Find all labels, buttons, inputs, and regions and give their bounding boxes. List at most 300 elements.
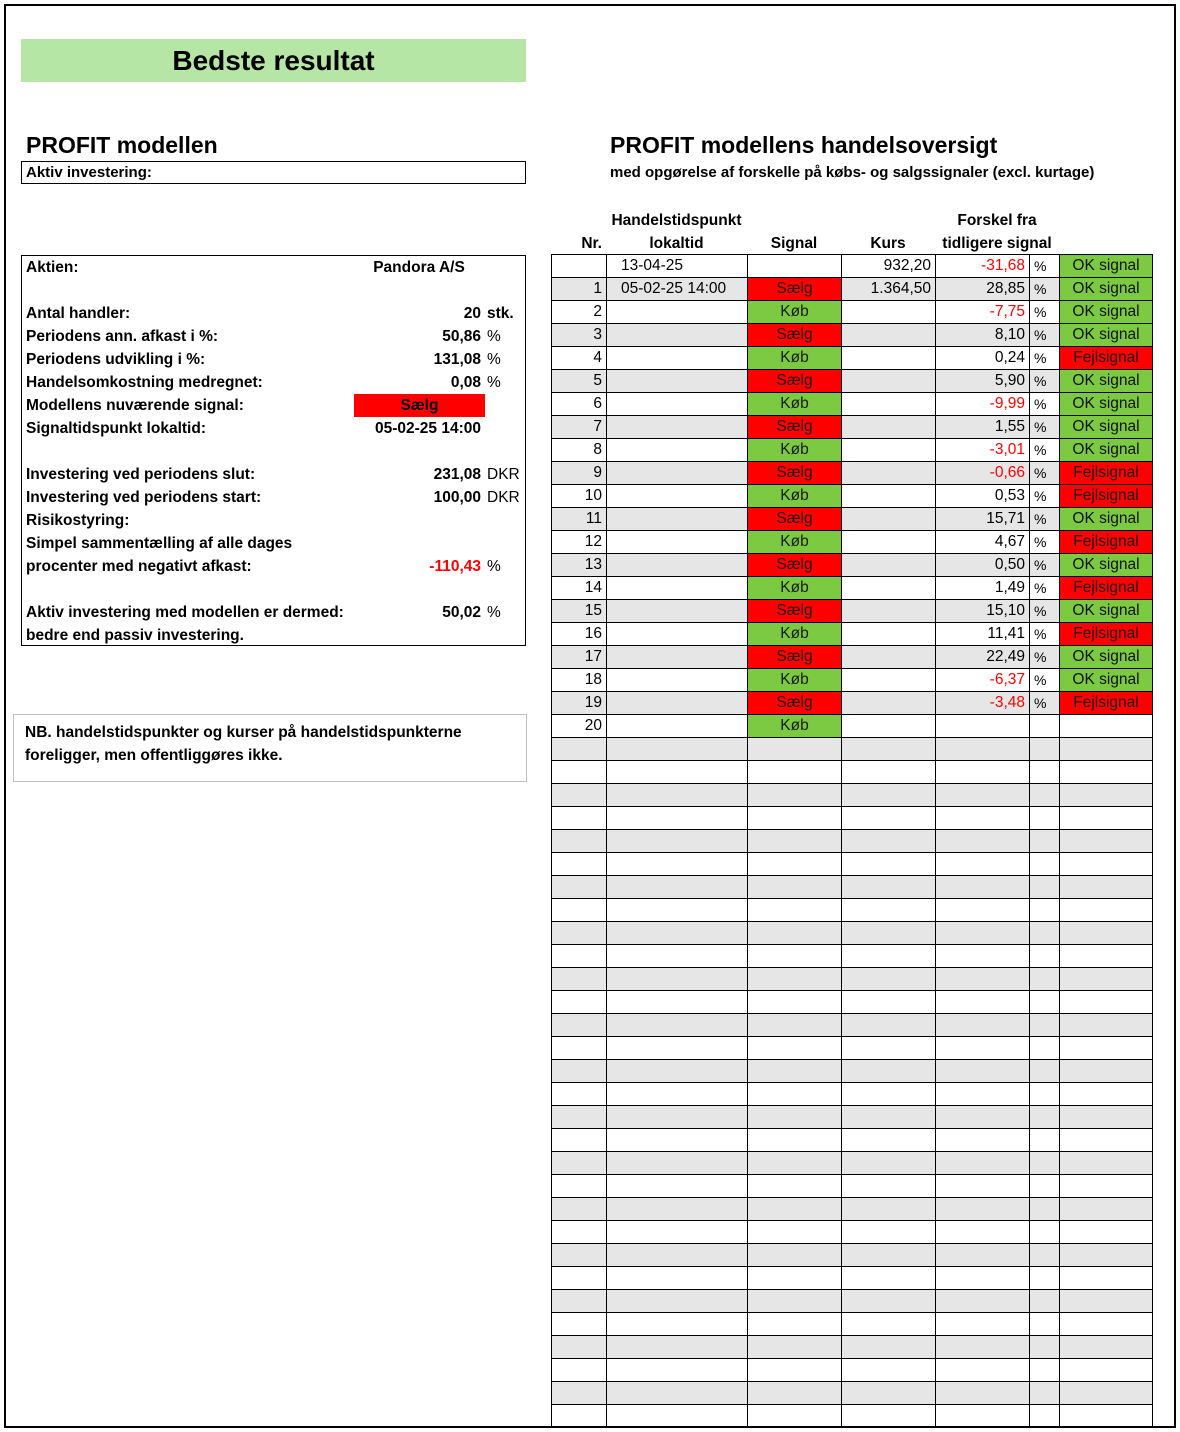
trade-pct <box>1030 1382 1060 1405</box>
trade-diff <box>936 1014 1030 1037</box>
empty-row <box>552 1221 1153 1244</box>
trade-pct: % <box>1030 692 1060 715</box>
trade-time <box>607 1106 748 1129</box>
trade-time <box>607 715 748 738</box>
trade-pct <box>1030 807 1060 830</box>
ann-return-label: Periodens ann. afkast i %: <box>26 328 219 345</box>
trade-diff <box>936 1083 1030 1106</box>
trade-nr: 18 <box>552 669 607 692</box>
trade-time <box>607 945 748 968</box>
trade-diff <box>936 807 1030 830</box>
trade-kurs <box>842 1106 936 1129</box>
trade-pct <box>1030 1083 1060 1106</box>
trade-time <box>607 600 748 623</box>
empty-row <box>552 807 1153 830</box>
summary-box <box>21 255 526 646</box>
trade-signal <box>748 1267 842 1290</box>
trade-signal <box>748 830 842 853</box>
empty-row <box>552 922 1153 945</box>
trade-time <box>607 761 748 784</box>
trade-result: OK signal <box>1060 393 1153 416</box>
empty-row <box>552 1267 1153 1290</box>
trade-nr <box>552 1267 607 1290</box>
trade-nr <box>552 1175 607 1198</box>
trade-pct: % <box>1030 439 1060 462</box>
empty-row <box>552 1382 1153 1405</box>
trade-signal <box>748 853 842 876</box>
trade-pct <box>1030 1152 1060 1175</box>
trade-result <box>1060 876 1153 899</box>
current-signal-label: Modellens nuværende signal: <box>26 397 244 414</box>
trade-kurs <box>842 669 936 692</box>
trade-result: OK signal <box>1060 439 1153 462</box>
trade-diff <box>936 945 1030 968</box>
banner-title: Bedste resultat <box>21 39 526 82</box>
risk-unit: % <box>487 558 501 575</box>
trade-kurs <box>842 370 936 393</box>
empty-row <box>552 1014 1153 1037</box>
trade-kurs <box>842 738 936 761</box>
trade-nr <box>552 1405 607 1428</box>
trade-time <box>607 577 748 600</box>
end-value: 231,08 <box>433 466 481 483</box>
trade-signal: Køb <box>748 301 842 324</box>
trade-signal: Køb <box>748 715 842 738</box>
trade-kurs <box>842 807 936 830</box>
trade-pct <box>1030 738 1060 761</box>
trade-signal <box>748 1060 842 1083</box>
risk-line1-row <box>22 532 527 555</box>
empty-row <box>552 1037 1153 1060</box>
trade-row <box>552 416 1153 439</box>
trade-time <box>607 692 748 715</box>
trade-signal: Sælg <box>748 462 842 485</box>
trade-signal: Sælg <box>748 278 842 301</box>
trade-kurs <box>842 1244 936 1267</box>
trade-kurs <box>842 1313 936 1336</box>
trade-diff <box>936 1106 1030 1129</box>
trade-nr <box>552 1382 607 1405</box>
trade-time <box>607 370 748 393</box>
trade-pct: % <box>1030 531 1060 554</box>
trade-signal <box>748 968 842 991</box>
trade-time: 13-04-25 <box>607 255 748 278</box>
trade-signal: Sælg <box>748 416 842 439</box>
trade-signal <box>748 1336 842 1359</box>
signal-time-label: Signaltidspunkt lokaltid: <box>26 420 206 437</box>
trade-diff: 0,24 <box>936 347 1030 370</box>
empty-row <box>552 738 1153 761</box>
trade-time <box>607 1382 748 1405</box>
trade-signal <box>748 922 842 945</box>
trade-pct <box>1030 1060 1060 1083</box>
trade-result: OK signal <box>1060 278 1153 301</box>
trade-nr <box>552 968 607 991</box>
trade-kurs <box>842 485 936 508</box>
trade-time <box>607 485 748 508</box>
risk-line2-row <box>22 555 527 578</box>
trade-diff <box>936 715 1030 738</box>
trade-diff <box>936 1175 1030 1198</box>
empty-row <box>552 1152 1153 1175</box>
trade-time <box>607 991 748 1014</box>
trade-result: Fejlsignal <box>1060 623 1153 646</box>
trade-signal <box>748 1129 842 1152</box>
trade-nr <box>552 1037 607 1060</box>
trade-pct: % <box>1030 255 1060 278</box>
trade-kurs <box>842 646 936 669</box>
trade-kurs <box>842 531 936 554</box>
trade-signal: Køb <box>748 393 842 416</box>
trades-row <box>22 302 527 325</box>
trade-diff: 0,50 <box>936 554 1030 577</box>
trade-nr: 20 <box>552 715 607 738</box>
trade-diff: 28,85 <box>936 278 1030 301</box>
trade-diff <box>936 1037 1030 1060</box>
empty-row <box>552 1083 1153 1106</box>
conclusion-row <box>22 601 527 624</box>
empty-row <box>552 968 1153 991</box>
trade-nr: 8 <box>552 439 607 462</box>
trade-time <box>607 439 748 462</box>
empty-row <box>552 1106 1153 1129</box>
trade-time <box>607 1313 748 1336</box>
trade-diff <box>936 1405 1030 1428</box>
trade-nr <box>552 853 607 876</box>
trade-time <box>607 462 748 485</box>
trade-time <box>607 853 748 876</box>
header-kurs: Kurs <box>870 235 906 252</box>
header-signal: Signal <box>770 235 818 252</box>
trade-pct: % <box>1030 462 1060 485</box>
trade-nr: 15 <box>552 600 607 623</box>
cost-value: 0,08 <box>450 374 481 391</box>
trade-diff: -9,99 <box>936 393 1030 416</box>
trade-signal <box>748 1221 842 1244</box>
trade-kurs <box>842 945 936 968</box>
trade-signal: Sælg <box>748 324 842 347</box>
trade-diff: 0,53 <box>936 485 1030 508</box>
trade-time <box>607 922 748 945</box>
trade-pct <box>1030 1290 1060 1313</box>
trade-nr: 17 <box>552 646 607 669</box>
trade-time <box>607 899 748 922</box>
right-subtitle: med opgørelse af forskelle på købs- og salgssignaler (excl. kurtage) <box>610 164 1095 181</box>
trade-nr <box>552 1106 607 1129</box>
header-nr: Nr. <box>581 235 602 252</box>
trade-signal: Køb <box>748 485 842 508</box>
trade-signal <box>748 255 842 278</box>
trade-kurs <box>842 1014 936 1037</box>
trade-nr <box>552 1290 607 1313</box>
trades-label: Antal handler: <box>26 305 131 322</box>
trade-time <box>607 508 748 531</box>
header-time-line2: lokaltid <box>649 235 704 252</box>
trade-row <box>552 485 1153 508</box>
trade-result: OK signal <box>1060 600 1153 623</box>
trade-result <box>1060 1221 1153 1244</box>
trade-row <box>552 554 1153 577</box>
trade-pct: % <box>1030 508 1060 531</box>
trade-kurs <box>842 416 936 439</box>
trade-nr <box>552 830 607 853</box>
trade-time <box>607 1336 748 1359</box>
trade-nr: 14 <box>552 577 607 600</box>
trade-nr: 9 <box>552 462 607 485</box>
trade-pct <box>1030 1037 1060 1060</box>
trade-time <box>607 1129 748 1152</box>
trade-nr: 5 <box>552 370 607 393</box>
trade-kurs <box>842 692 936 715</box>
empty-row <box>552 830 1153 853</box>
trade-signal <box>748 807 842 830</box>
cost-label: Handelsomkostning medregnet: <box>26 374 263 391</box>
trade-signal: Køb <box>748 439 842 462</box>
header-diff-line1: Forskel fra <box>957 212 1037 229</box>
ann-return-row <box>22 325 527 348</box>
trade-result <box>1060 715 1153 738</box>
trade-time <box>607 1060 748 1083</box>
trade-time <box>607 1014 748 1037</box>
right-title: PROFIT modellens handelsoversigt <box>610 132 998 158</box>
trade-pct <box>1030 761 1060 784</box>
trade-pct <box>1030 853 1060 876</box>
empty-row <box>552 899 1153 922</box>
trade-kurs <box>842 508 936 531</box>
trade-kurs <box>842 1359 936 1382</box>
trade-row <box>552 370 1153 393</box>
trade-result: Fejlsignal <box>1060 577 1153 600</box>
trade-result <box>1060 1106 1153 1129</box>
trade-time <box>607 1359 748 1382</box>
trade-row <box>552 301 1153 324</box>
development-row <box>22 348 527 371</box>
trade-time <box>607 1037 748 1060</box>
empty-row <box>552 761 1153 784</box>
trade-nr: 16 <box>552 623 607 646</box>
empty-row <box>552 853 1153 876</box>
current-signal-row <box>22 394 527 417</box>
empty-row <box>552 1405 1153 1428</box>
trade-row <box>552 623 1153 646</box>
trade-kurs <box>842 1221 936 1244</box>
trade-result: OK signal <box>1060 370 1153 393</box>
trade-diff <box>936 784 1030 807</box>
trade-result <box>1060 1014 1153 1037</box>
trade-nr <box>552 922 607 945</box>
trade-pct <box>1030 715 1060 738</box>
trade-time <box>607 876 748 899</box>
trade-signal: Sælg <box>748 370 842 393</box>
trade-diff <box>936 1198 1030 1221</box>
trade-result <box>1060 1382 1153 1405</box>
risk-label: Risikostyring: <box>26 512 130 529</box>
cost-unit: % <box>487 374 501 391</box>
trade-signal <box>748 1313 842 1336</box>
trade-row <box>552 669 1153 692</box>
trade-kurs <box>842 1129 936 1152</box>
trade-pct <box>1030 1106 1060 1129</box>
trade-pct: % <box>1030 623 1060 646</box>
trade-nr <box>552 807 607 830</box>
trade-nr <box>552 1060 607 1083</box>
trade-kurs <box>842 462 936 485</box>
trade-signal <box>748 876 842 899</box>
development-value: 131,08 <box>433 351 481 368</box>
trade-time <box>607 1267 748 1290</box>
current-signal-badge: Sælg <box>354 394 485 417</box>
trade-row <box>552 646 1153 669</box>
trade-pct: % <box>1030 554 1060 577</box>
start-value: 100,00 <box>433 489 481 506</box>
trade-pct: % <box>1030 669 1060 692</box>
trade-result <box>1060 1152 1153 1175</box>
trade-pct <box>1030 1267 1060 1290</box>
trade-signal: Køb <box>748 531 842 554</box>
trade-kurs <box>842 1290 936 1313</box>
trade-nr <box>552 738 607 761</box>
trades-value: 20 <box>463 305 481 322</box>
signal-time-value: 05-02-25 14:00 <box>375 420 481 437</box>
trade-signal <box>748 1198 842 1221</box>
trade-pct <box>1030 830 1060 853</box>
trade-result <box>1060 1313 1153 1336</box>
trade-result <box>1060 1083 1153 1106</box>
trade-kurs <box>842 761 936 784</box>
trade-signal: Sælg <box>748 692 842 715</box>
trade-row <box>552 508 1153 531</box>
trade-kurs <box>842 991 936 1014</box>
empty-row <box>552 1313 1153 1336</box>
empty-row <box>552 1290 1153 1313</box>
trade-diff: 15,10 <box>936 600 1030 623</box>
trade-result: OK signal <box>1060 508 1153 531</box>
trade-pct: % <box>1030 324 1060 347</box>
trade-time <box>607 1198 748 1221</box>
trade-pct <box>1030 991 1060 1014</box>
trade-pct <box>1030 1129 1060 1152</box>
trade-pct: % <box>1030 301 1060 324</box>
trade-result: Fejlsignal <box>1060 462 1153 485</box>
trade-result <box>1060 1198 1153 1221</box>
trade-result: OK signal <box>1060 324 1153 347</box>
trade-result <box>1060 738 1153 761</box>
trade-pct <box>1030 1336 1060 1359</box>
trade-diff <box>936 761 1030 784</box>
trade-pct <box>1030 784 1060 807</box>
trade-diff: 22,49 <box>936 646 1030 669</box>
trade-kurs <box>842 600 936 623</box>
trade-kurs <box>842 784 936 807</box>
trade-signal <box>748 1244 842 1267</box>
trade-time <box>607 968 748 991</box>
trade-result: Fejlsignal <box>1060 485 1153 508</box>
trade-row <box>552 692 1153 715</box>
trade-nr <box>552 1244 607 1267</box>
trade-pct: % <box>1030 646 1060 669</box>
trade-result <box>1060 761 1153 784</box>
trade-pct <box>1030 1405 1060 1428</box>
trade-diff <box>936 1129 1030 1152</box>
trade-result <box>1060 968 1153 991</box>
conclusion-line2-row <box>22 624 527 647</box>
trade-row <box>552 347 1153 370</box>
trade-nr: 13 <box>552 554 607 577</box>
trades-body <box>552 255 1153 1428</box>
empty-row <box>552 945 1153 968</box>
trade-pct: % <box>1030 416 1060 439</box>
trade-nr: 12 <box>552 531 607 554</box>
trade-time <box>607 1405 748 1428</box>
trade-kurs <box>842 922 936 945</box>
trade-kurs <box>842 715 936 738</box>
trade-row <box>552 439 1153 462</box>
trade-nr <box>552 784 607 807</box>
trade-pct: % <box>1030 485 1060 508</box>
trade-nr: 2 <box>552 301 607 324</box>
conclusion-line1: Aktiv investering med modellen er dermed: <box>26 604 344 621</box>
empty-row <box>552 1198 1153 1221</box>
trade-diff <box>936 968 1030 991</box>
trade-result <box>1060 1267 1153 1290</box>
conclusion-value: 50,02 <box>442 604 481 621</box>
empty-row <box>552 1244 1153 1267</box>
trade-pct <box>1030 968 1060 991</box>
conclusion-unit: % <box>487 604 501 621</box>
trade-signal: Sælg <box>748 646 842 669</box>
trade-pct <box>1030 1359 1060 1382</box>
trade-diff <box>936 1060 1030 1083</box>
risk-row <box>22 509 527 532</box>
trade-row <box>552 393 1153 416</box>
trade-nr: 19 <box>552 692 607 715</box>
header-time-line1: Handelstidspunkt <box>611 212 742 229</box>
trade-signal: Køb <box>748 623 842 646</box>
trade-kurs: 1.364,50 <box>842 278 936 301</box>
trade-nr <box>552 1313 607 1336</box>
trade-kurs <box>842 1382 936 1405</box>
trade-kurs <box>842 1175 936 1198</box>
trade-result <box>1060 853 1153 876</box>
trade-pct <box>1030 876 1060 899</box>
trade-nr: 4 <box>552 347 607 370</box>
trade-time: 05-02-25 14:00 <box>607 278 748 301</box>
trade-time <box>607 646 748 669</box>
trade-time <box>607 623 748 646</box>
trade-signal <box>748 738 842 761</box>
trade-diff: 5,90 <box>936 370 1030 393</box>
trade-nr: 7 <box>552 416 607 439</box>
trade-nr: 1 <box>552 278 607 301</box>
note-line1: NB. handelstidspunkter og kurser på handelstidspunkterne <box>25 724 462 741</box>
empty-row <box>552 991 1153 1014</box>
trade-kurs <box>842 1083 936 1106</box>
trade-nr: 3 <box>552 324 607 347</box>
trade-pct: % <box>1030 393 1060 416</box>
trade-kurs <box>842 1152 936 1175</box>
trade-result <box>1060 899 1153 922</box>
ann-return-unit: % <box>487 328 501 345</box>
trade-time <box>607 738 748 761</box>
trade-row <box>552 255 1153 278</box>
trade-signal <box>748 761 842 784</box>
trade-kurs <box>842 830 936 853</box>
trade-signal <box>748 991 842 1014</box>
trade-result <box>1060 991 1153 1014</box>
trade-pct: % <box>1030 600 1060 623</box>
trade-signal: Sælg <box>748 508 842 531</box>
trade-diff <box>936 1267 1030 1290</box>
